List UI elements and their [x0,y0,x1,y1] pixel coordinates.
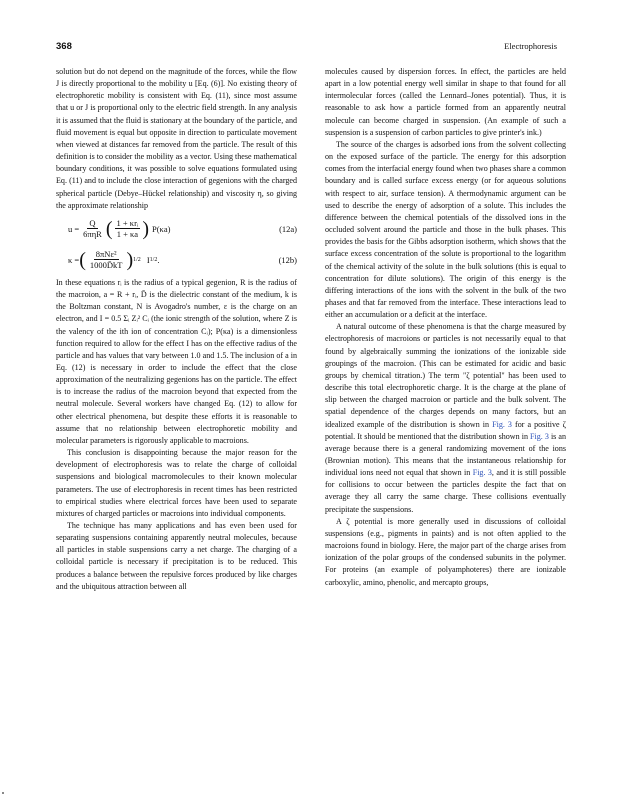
paragraph: A ζ potential is more generally used in discussions of colloidal suspensions (e.g., pigments in paints) and is not often applied to the macroions found in biology. Here, the major part of the charge arises from ionization of the polar groups of the condensed subunits in the polymer. For proteins (an example of polyamphoteres) there are ionizable carboxylic, amino, phenolic, and mercapto groups, [325,516,566,587]
exponent: 1/2 [149,256,158,263]
running-title: Electrophoresis [504,41,557,51]
figure-link[interactable]: Fig. 3 [472,468,492,478]
numerator: 1 + κrᵢ [116,218,139,229]
page-number: 368 [56,41,72,52]
scan-mark [2,792,4,794]
exponent: 1/2 [133,256,141,263]
eq-tail: P(κa) [151,223,171,234]
equation-12a: u = $\frac{Q}{\text{6πηR}}$ ( $\frac{\text{1 + κrᵢ}}{1 + \kappa a}$ ) P(κa) (12a) [68,217,297,240]
paragraph: solution but do not depend on the magnitude of the forces, while the flow J is directly proportional to the mobility u [Eq. (6)]. No existing theory of electrophoretic mobility is consistent with Eq. (11), since most assume that u or J is proportional only to the electric field strength. In any analysis it is assumed that the fluid is stationary at the boundary of the particle, and fluid movement is equal but opposite in direction to particulate movement when viewed at distances far removed from the particle. The result of this definition is to consider the mobility as a vector. Using these mathematical boundary conditions, it was possible to solve equations formulated using Eq. (11) and to include the close interaction of gegenions with the charged spherical particle (Debye–Hückel relationship) and viscosity η, so giving the approximate relationship [56,67,297,210]
figure-link[interactable]: Fig. 3 [530,431,549,441]
equation-number: (12a) [279,223,297,234]
figure-link[interactable]: Fig. 3 [492,419,512,429]
text-run: , and it is still possible for collisions to occur between the particles despite the fact that on average they all carry the same charge. These collisions eventually precipitate the suspensions. [325,468,566,514]
denominator: 1 + κa [116,229,139,240]
text-run: is an average because there is a general randomizing movement of the ions (Brownian motion). This means that the instantaneous relationship for individual ions need not equal that shown in [325,431,566,478]
eq-lhs: κ = [68,254,80,265]
fraction [81,218,104,239]
text-run: A natural outcome of these phenomena is that the charge measured by electrophoresis of macroions or particles is not necessarily equal to that found by algebraically summing the ionizations of the ionizable side groupings of the macroion. (This can be estimated for acidic and basic groups by chemical titration.) The term "ζ potential" has been used to describe this total electrophoretic charge. It is the charge at the plane of slip between the charged macroion or particle and the bulk solvent. The spatial dependence of the charges depends on many factors, but an idealized example of the distribution is shown in [325,322,566,429]
numerator: Q [89,218,96,229]
paragraph: The source of the charges is adsorbed ions from the solvent collecting on the exposed surface of the particle. The energy for this adsorption comes from the interfacial energy found when two phases share a common boundary and is called surface excess energy (or for aqueous solutions with respect to air, surface tension). A thermodynamic argument can be used to describe the energy of adsorption of a solute. This includes the difference between the chemical potentials of the dissolved ions in the occluded solvent around the particle and those in the bulk phases. This provides the basis for the Gibbs adsorption isotherm, which shows that the surface excess concentration of the solute is proportional to the logarithm of the chemical activity of the solute in the bulk solutions (this is equal to concentration for dilute solutions). The origin of this energy is the differing interactions of the ions with the solvent in the bulk of the two phases and that far removed from the interface. These interactions lead to either an accumulation or a deficit at the interface. [325,139,566,320]
denominator: 6πηR [83,229,102,240]
fraction [115,218,141,239]
text-run: for a positive ζ potential. It should be mentioned that the distribution shown in [325,419,566,441]
numerator: 8πNε² [95,249,117,260]
left-column [56,66,297,593]
paragraph: molecules caused by dispersion forces. In effect, the particles are held apart in a low potential energy well similar in shape to that found for all intermolecular forces (called the Lennard–Jones potential). Thus, it is reasonable to ask how a particle formed from an apparently neutral molecule can become charged in suspension. (An example of such a suspension is a suspension of carbon particles to give printer's ink.) [325,67,566,137]
eq-lhs: u = [68,223,80,234]
paragraph: The technique has many applications and has even been used for separating suspensions containing apparently neutral molecules, because all particles in stable suspensions carry a net charge. The charging of a colloidal particle is necessary if precipitation is to be reduced. This produces a balance between the repulsive forces produced by like charges and the ubiquitous attraction between all [56,521,297,591]
eq-tail: I [146,254,150,265]
eq-end: . [157,254,160,265]
equation-12b: κ = ( $\frac{\text{8πNε²}}{1000D̄kT}$ ) 1/2 I 1/2 . (12b) [68,248,297,271]
equation-number: (12b) [278,254,297,265]
paragraph: In these equations rᵢ is the radius of a typical gegenion, R is the radius of the macroion, a = R + rᵢ, D̄ is the dielectric constant of the medium, k is the Boltzman constant, N is Avogadro's number, ε is the charge on an electron, and I = 0.5 Σᵢ Zᵢ² Cᵢ (the ionic strength of the solution, where Z is the valency of the ith ion of concentration Cᵢ); P(κa) is a dimensionless function required to allow for the effect I has on the effective radius of the particle and has values that vary between 1.0 and 1.5. The inclusion of a in Eq. (12) is necessary in order to include the effect that the close approximation of the neutralizing gegenions has on the particle. The effect is to increase the radius of the macroion beyond that expected from the neutral molecule. Several workers have changed Eq. (12) to allow for other electrical phenomena, but despite these efforts it is reasonable to assume that no relationship between electrophoretic mobility and molecular parameters is rigorously applicable to macroions. [56,277,297,445]
paragraph: This conclusion is disappointing because the major reason for the development of electrophoresis was to relate the charge of colloidal suspensions and biological macromolecules to their known molecular parameters. The use of electrophoresis in recent times has been restricted to empirical studies where electrical forces have been used to separate mixtures of charged particles or macroions into individual components. [56,448,297,518]
denominator: 1000D̄kT [89,260,123,271]
paragraph [325,321,566,516]
fraction [88,249,125,270]
right-column [325,66,566,589]
